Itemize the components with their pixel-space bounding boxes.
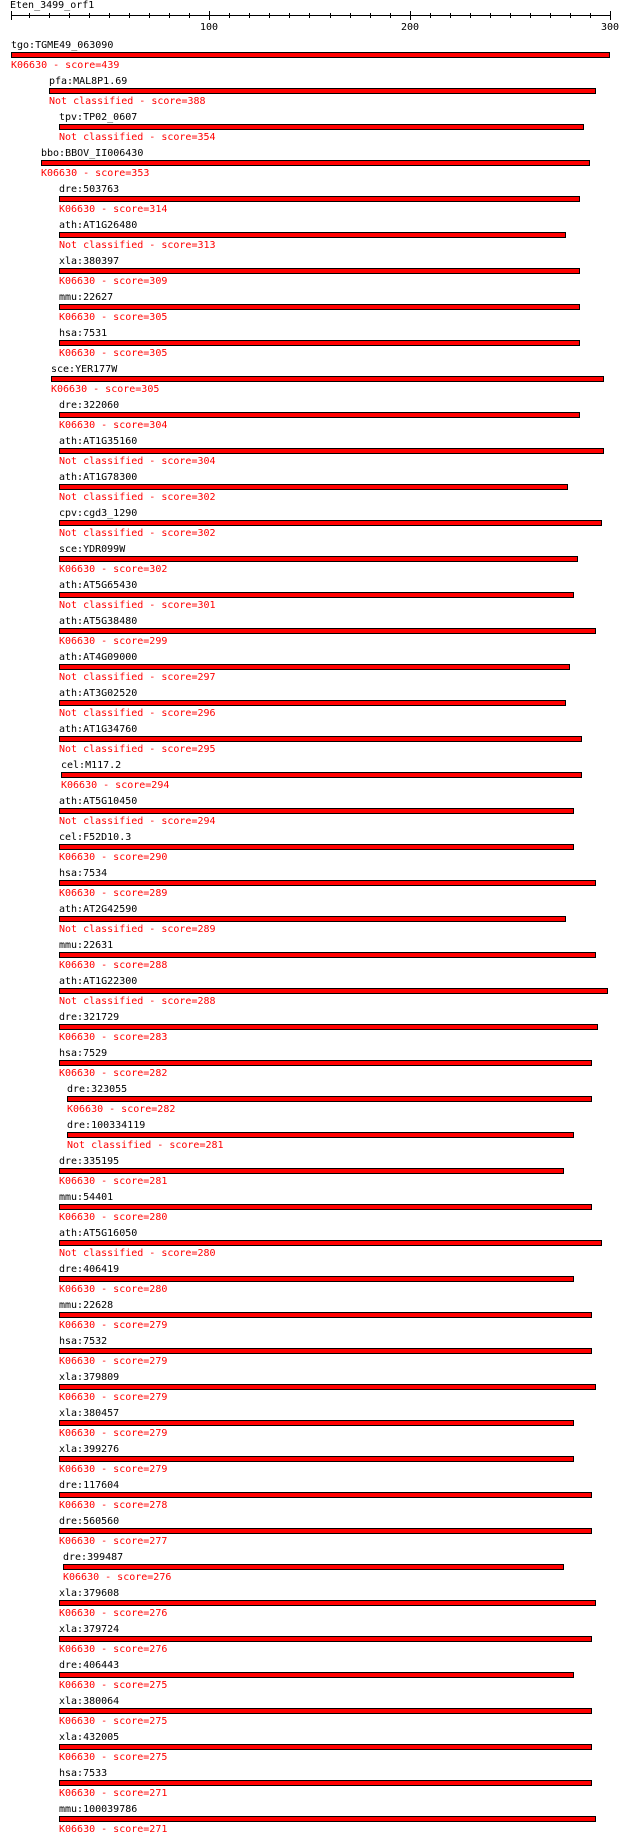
hit-row [59,544,610,580]
ruler-minor-tick [169,13,170,18]
hit-row [59,832,610,868]
alignment-bar[interactable] [67,1132,574,1138]
alignment-bar[interactable] [59,484,568,490]
hit-name-link[interactable]: xla:432005 [59,1732,120,1743]
hit-name-link[interactable]: ath:AT1G26480 [59,220,138,231]
ruler-minor-tick [550,13,551,18]
hit-row [59,724,610,760]
alignment-bar[interactable] [59,520,602,526]
hit-row [59,1516,610,1552]
hit-name-link[interactable]: xla:380064 [59,1696,120,1707]
hit-name-link[interactable]: bbo:BBOV_II006430 [41,148,144,159]
alignment-bar[interactable] [61,772,582,778]
alignment-bar[interactable] [59,1060,592,1066]
hit-name-link[interactable]: xla:380397 [59,256,120,267]
hit-row [59,256,610,292]
alignment-bar[interactable] [59,1600,596,1606]
alignment-bar[interactable] [59,1240,602,1246]
hit-name-link[interactable]: xla:379608 [59,1588,120,1599]
hit-score-label: Not classified - score=296 [59,708,216,719]
ruler-minor-tick [129,13,130,18]
ruler-minor-tick [89,13,90,18]
ruler-minor-tick [350,13,351,18]
hit-row [59,1768,610,1804]
hit-score-label: Not classified - score=313 [59,240,216,251]
ruler-minor-tick [229,13,230,18]
alignment-bar[interactable] [59,412,580,418]
hit-row [59,580,610,616]
alignment-bar[interactable] [59,1456,574,1462]
query-title: Eten_3499_orf1 [10,0,95,11]
alignment-bar[interactable] [59,448,604,454]
hit-row [67,1120,610,1156]
hit-name-link[interactable]: hsa:7529 [59,1048,108,1059]
hit-row [59,1408,610,1444]
hit-score-label: Not classified - score=280 [59,1248,216,1259]
hit-name-link[interactable]: ath:AT5G38480 [59,616,138,627]
alignment-bar[interactable] [63,1564,564,1570]
ruler-minor-tick [269,13,270,18]
hit-score-label: Not classified - score=301 [59,600,216,611]
hit-name-link[interactable]: hsa:7533 [59,1768,108,1779]
alignment-bar[interactable] [59,196,580,202]
alignment-bar[interactable] [59,1168,564,1174]
hit-row [59,1480,610,1516]
hit-score-label: Not classified - score=297 [59,672,216,683]
hit-score-label: K06630 - score=305 [59,348,168,359]
hit-row [59,1300,610,1336]
alignment-bar[interactable] [59,556,578,562]
hit-score-label: K06630 - score=279 [59,1356,168,1367]
hit-name-link[interactable]: dre:406443 [59,1660,120,1671]
hit-score-label: Not classified - score=302 [59,492,216,503]
hit-score-label: K06630 - score=277 [59,1536,168,1547]
alignment-bar[interactable] [59,1780,592,1786]
ruler-minor-tick [430,13,431,18]
hit-name-link[interactable]: pfa:MAL8P1.69 [49,76,128,87]
alignment-bar[interactable] [59,1492,592,1498]
hit-name-link[interactable]: ath:AT1G22300 [59,976,138,987]
hit-name-link[interactable]: xla:379809 [59,1372,120,1383]
ruler-major-tick [209,11,210,20]
hit-name-link[interactable]: dre:321729 [59,1012,120,1023]
hit-score-label: K06630 - score=353 [41,168,150,179]
hit-name-link[interactable]: ath:AT1G35160 [59,436,138,447]
hit-score-label: K06630 - score=278 [59,1500,168,1511]
hit-name-link[interactable]: dre:335195 [59,1156,120,1167]
hit-row [59,652,610,688]
alignment-bar[interactable] [59,880,596,886]
hit-score-label: K06630 - score=299 [59,636,168,647]
hit-name-link[interactable]: mmu:100039786 [59,1804,138,1815]
hit-score-label: K06630 - score=283 [59,1032,168,1043]
alignment-bar[interactable] [59,304,580,310]
hit-score-label: K06630 - score=280 [59,1212,168,1223]
hit-row [49,76,610,112]
hit-score-label: Not classified - score=289 [59,924,216,935]
hit-name-link[interactable]: cpv:cgd3_1290 [59,508,138,519]
hit-name-link[interactable]: sce:YDR099W [59,544,126,555]
alignment-bar[interactable] [59,340,580,346]
alignment-bar[interactable] [41,160,590,166]
hit-name-link[interactable]: mmu:22627 [59,292,114,303]
ruler-minor-tick [309,13,310,18]
hit-name-link[interactable]: dre:399487 [63,1552,124,1563]
hit-row [59,1012,610,1048]
hit-row [59,1372,610,1408]
hit-score-label: Not classified - score=354 [59,132,216,143]
hit-name-link[interactable]: mmu:22631 [59,940,114,951]
ruler-minor-tick [189,13,190,18]
hit-score-label: K06630 - score=289 [59,888,168,899]
alignment-bar[interactable] [59,1708,592,1714]
hit-score-label: K06630 - score=288 [59,960,168,971]
hit-score-label: K06630 - score=271 [59,1788,168,1799]
hit-row [59,688,610,724]
hit-row [59,796,610,832]
hit-score-label: Not classified - score=388 [49,96,206,107]
hit-row [59,184,610,220]
position-ruler [0,0,620,40]
ruler-start-tick [11,11,12,20]
alignment-bar[interactable] [59,1744,592,1750]
hit-score-label: K06630 - score=282 [67,1104,176,1115]
hit-row [63,1552,610,1588]
hit-name-link[interactable]: dre:322060 [59,400,120,411]
hit-name-link[interactable]: hsa:7532 [59,1336,108,1347]
hit-score-label: K06630 - score=276 [63,1572,172,1583]
alignment-bar[interactable] [59,232,566,238]
ruler-minor-tick [530,13,531,18]
hit-row [59,1588,610,1624]
alignment-bar[interactable] [11,52,610,58]
hit-score-label: Not classified - score=288 [59,996,216,1007]
ruler-minor-tick [570,13,571,18]
hit-score-label: Not classified - score=281 [67,1140,224,1151]
hit-name-link[interactable]: cel:M117.2 [61,760,122,771]
hit-name-link[interactable]: tpv:TP02_0607 [59,112,138,123]
hit-score-label: K06630 - score=275 [59,1752,168,1763]
hit-row [59,1696,610,1732]
hit-row [59,436,610,472]
hit-row [59,1264,610,1300]
alignment-bar[interactable] [59,1312,592,1318]
hit-name-link[interactable]: xla:380457 [59,1408,120,1419]
hit-name-link[interactable]: dre:503763 [59,184,120,195]
hit-score-label: K06630 - score=282 [59,1068,168,1079]
hit-name-link[interactable]: hsa:7534 [59,868,108,879]
hit-row [61,760,610,796]
hit-score-label: K06630 - score=276 [59,1608,168,1619]
alignment-bar[interactable] [59,700,566,706]
ruler-minor-tick [29,13,30,18]
hit-row [67,1084,610,1120]
hit-row [59,508,610,544]
hit-name-link[interactable]: dre:323055 [67,1084,128,1095]
hit-name-link[interactable]: dre:406419 [59,1264,120,1275]
alignment-bar[interactable] [59,952,596,958]
hit-name-link[interactable]: ath:AT1G78300 [59,472,138,483]
hit-score-label: K06630 - score=309 [59,276,168,287]
hit-score-label: K06630 - score=279 [59,1428,168,1439]
alignment-bar[interactable] [59,916,566,922]
ruler-axis-line [11,15,611,16]
hit-score-label: K06630 - score=304 [59,420,168,431]
hit-row [59,328,610,364]
hit-name-link[interactable]: ath:AT4G09000 [59,652,138,663]
hit-row [59,1732,610,1768]
hit-row [59,616,610,652]
ruler-minor-tick [510,13,511,18]
alignment-bar[interactable] [59,268,580,274]
ruler-minor-tick [450,13,451,18]
alignment-bar[interactable] [59,844,574,850]
hit-score-label: K06630 - score=439 [11,60,120,71]
ruler-tick-label: 300 [600,22,620,33]
alignment-bar[interactable] [59,592,574,598]
ruler-minor-tick [470,13,471,18]
alignment-bar[interactable] [59,1384,596,1390]
hit-score-label: K06630 - score=305 [51,384,160,395]
alignment-bar[interactable] [59,664,570,670]
ruler-minor-tick [330,13,331,18]
ruler-major-tick [610,11,611,20]
hit-name-link[interactable]: ath:AT5G65430 [59,580,138,591]
hit-score-label: Not classified - score=302 [59,528,216,539]
hit-name-link[interactable]: ath:AT3G02520 [59,688,138,699]
alignment-bar[interactable] [59,1528,592,1534]
hit-row [41,148,610,184]
ruler-minor-tick [49,13,50,18]
hit-row [59,292,610,328]
hit-name-link[interactable]: mmu:22628 [59,1300,114,1311]
ruler-minor-tick [69,13,70,18]
alignment-bar[interactable] [59,808,574,814]
hit-row [59,940,610,976]
alignment-bar[interactable] [59,1204,592,1210]
alignment-bar[interactable] [59,988,608,994]
alignment-bar[interactable] [59,1348,592,1354]
hit-row [59,472,610,508]
alignment-bar[interactable] [67,1096,592,1102]
hit-row [59,1336,610,1372]
hit-score-label: K06630 - score=279 [59,1320,168,1331]
ruler-tick-label: 200 [400,22,420,33]
hit-name-link[interactable]: dre:100334119 [67,1120,146,1131]
hit-score-label: K06630 - score=290 [59,852,168,863]
ruler-minor-tick [390,13,391,18]
hit-name-link[interactable]: xla:379724 [59,1624,120,1635]
hit-name-link[interactable]: sce:YER177W [51,364,118,375]
ruler-tick-label: 100 [199,22,219,33]
hit-row [51,364,610,400]
ruler-major-tick [410,11,411,20]
hit-name-link[interactable]: tgo:TGME49_063090 [11,40,114,51]
hit-score-label: Not classified - score=294 [59,816,216,827]
hit-name-link[interactable]: ath:AT1G34760 [59,724,138,735]
ruler-minor-tick [249,13,250,18]
hit-row [59,1624,610,1660]
hit-row [59,868,610,904]
alignment-bar[interactable] [59,628,596,634]
alignment-bar[interactable] [59,736,582,742]
alignment-bar[interactable] [59,124,584,130]
hit-score-label: K06630 - score=305 [59,312,168,323]
hit-name-link[interactable]: hsa:7531 [59,328,108,339]
hit-score-label: K06630 - score=275 [59,1680,168,1691]
hit-row [59,1048,610,1084]
alignment-bar[interactable] [49,88,596,94]
ruler-minor-tick [490,13,491,18]
alignment-bar[interactable] [59,1276,574,1282]
hit-score-label: K06630 - score=281 [59,1176,168,1187]
hit-row [11,40,610,76]
hit-name-link[interactable]: xla:399276 [59,1444,120,1455]
hit-score-label: K06630 - score=280 [59,1284,168,1295]
hit-score-label: K06630 - score=314 [59,204,168,215]
hit-score-label: Not classified - score=304 [59,456,216,467]
hit-row [59,976,610,1012]
hit-score-label: K06630 - score=276 [59,1644,168,1655]
hit-name-link[interactable]: ath:AT5G10450 [59,796,138,807]
hit-score-label: K06630 - score=279 [59,1392,168,1403]
alignment-bar[interactable] [51,376,604,382]
alignment-bar[interactable] [59,1024,598,1030]
hit-name-link[interactable]: ath:AT5G16050 [59,1228,138,1239]
hit-row [59,904,610,940]
hit-row [59,400,610,436]
alignment-bar[interactable] [59,1816,596,1822]
hit-row [59,112,610,148]
hit-score-label: K06630 - score=271 [59,1824,168,1835]
hit-score-label: Not classified - score=295 [59,744,216,755]
ruler-minor-tick [149,13,150,18]
hit-score-label: K06630 - score=294 [61,780,170,791]
alignment-bar[interactable] [59,1672,574,1678]
hit-name-link[interactable]: dre:560560 [59,1516,120,1527]
hit-score-label: K06630 - score=275 [59,1716,168,1727]
hit-row [59,1156,610,1192]
ruler-minor-tick [370,13,371,18]
ruler-minor-tick [289,13,290,18]
hit-score-label: K06630 - score=302 [59,564,168,575]
hit-name-link[interactable]: cel:F52D10.3 [59,832,132,843]
hit-row [59,1804,610,1840]
hit-row [59,1444,610,1480]
hit-name-link[interactable]: ath:AT2G42590 [59,904,138,915]
hit-row [59,1192,610,1228]
hit-row [59,220,610,256]
alignment-bar[interactable] [59,1420,574,1426]
hit-row [59,1228,610,1264]
hit-name-link[interactable]: dre:117604 [59,1480,120,1491]
ruler-minor-tick [590,13,591,18]
hit-score-label: K06630 - score=279 [59,1464,168,1475]
hit-name-link[interactable]: mmu:54401 [59,1192,114,1203]
ruler-minor-tick [109,13,110,18]
alignment-bar[interactable] [59,1636,592,1642]
hit-row [59,1660,610,1696]
